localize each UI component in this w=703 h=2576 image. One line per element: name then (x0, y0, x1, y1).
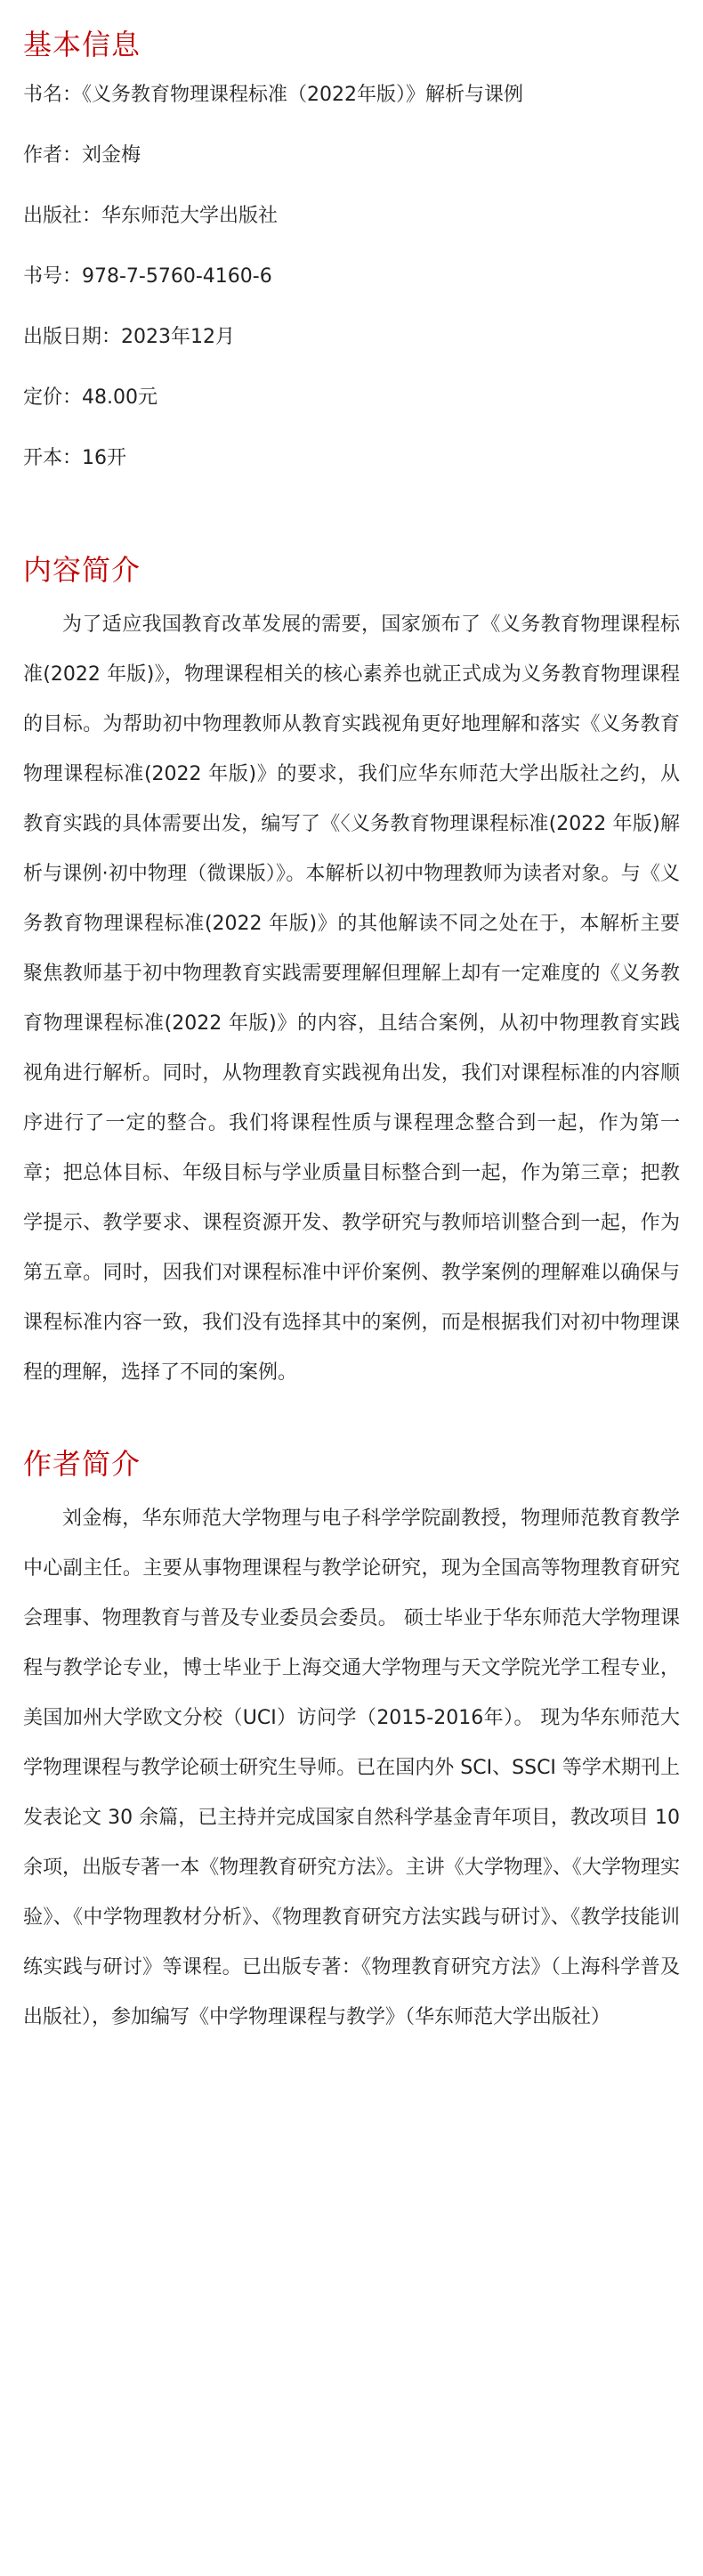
info-isbn: 书号：978-7-5760-4160-6 (23, 265, 272, 288)
info-book-name: 书名：《义务教育物理课程标准（2022年版）》解析与课例 (23, 84, 523, 106)
summary-section (23, 506, 680, 1398)
basic-info-list (23, 82, 680, 472)
author-section (23, 1398, 680, 2043)
info-publish-date: 出版日期：2023年12月 (23, 326, 235, 348)
info-publisher: 出版社：华东师范大学出版社 (23, 205, 279, 227)
author-text: 刘金梅，华东师范大学物理与电子科学学院副教授，物理师范教育教学中心副主任。主要从事物理课程与教学论研究，现为全国高等物理教育研究会理事、物理教育与普及专业委员会委员。 硕士毕业于华东师范大学物理课程与教学论专业，博士毕业于上海交通大学物理与天文学院光学工程专业，美国加州大学欧文分校（UCI）访问学（2015-2016年）。 现为华东师范大学物理课程与教学论硕士研究生导师。已在国内外 SCI、SSCI 等学术期刊上发表论文 30 余篇，已主持并完成国家自然科学基金青年项目，教改项目 10 余项，出版专著一本《物理教育研究方法》。主讲《大学物理》、《大学物理实验》、《中学物理教材分析》、《物理教育研究方法实践与研讨》、《教学技能训练实践与研讨》等课程。已出版专著：《物理教育研究方法》（上海科学普及出版社），参加编写《中学物理课程与教学》（华东师范大学出版社） (23, 1507, 680, 2028)
info-format: 开本：16开 (23, 447, 126, 469)
basic-info-title: 基本信息 (23, 28, 141, 61)
info-price: 定价：48.00元 (23, 386, 158, 409)
author-title: 作者简介 (23, 1447, 141, 1481)
basic-info-section (23, 0, 680, 472)
summary-text: 为了适应我国教育改革发展的需要，国家颁布了《义务教育物理课程标准(2022 年版)》，物理课程相关的核心素养也就正式成为义务教育物理课程的目标。为帮助初中物理教师从教育实践视角更好地理解和落实《义务教育物理课程标准(2022 年版)》的要求，我们应华东师范大学出版社之约，从教育实践的具体需要出发，编写了《〈义务教育物理课程标准(2022 年版)解析与课例·初中物理（微课版）》。本解析以初中物理教师为读者对象。与《义务教育物理课程标准(2022 年版)》的其他解读不同之处在于，本解析主要聚焦教师基于初中物理教育实践需要理解但理解上却有一定难度的《义务教育物理课程标准(2022 年版)》的内容，且结合案例，从初中物理教育实践视角进行解析。同时，从物理教育实践视角出发，我们对课程标准的内容顺序进行了一定的整合。我们将课程性质与课程理念整合到一起，作为第一章；把总体目标、年级目标与学业质量目标整合到一起，作为第三章；把教学提示、教学要求、课程资源开发、教学研究与教师培训整合到一起，作为第五章。同时，因我们对课程标准中评价案例、教学案例的理解难以确保与课程标准内容一致，我们没有选择其中的案例，而是根据我们对初中物理课程的理解，选择了不同的案例。 (23, 614, 680, 1384)
summary-title: 内容简介 (23, 553, 141, 587)
info-author: 作者：刘金梅 (23, 144, 141, 167)
